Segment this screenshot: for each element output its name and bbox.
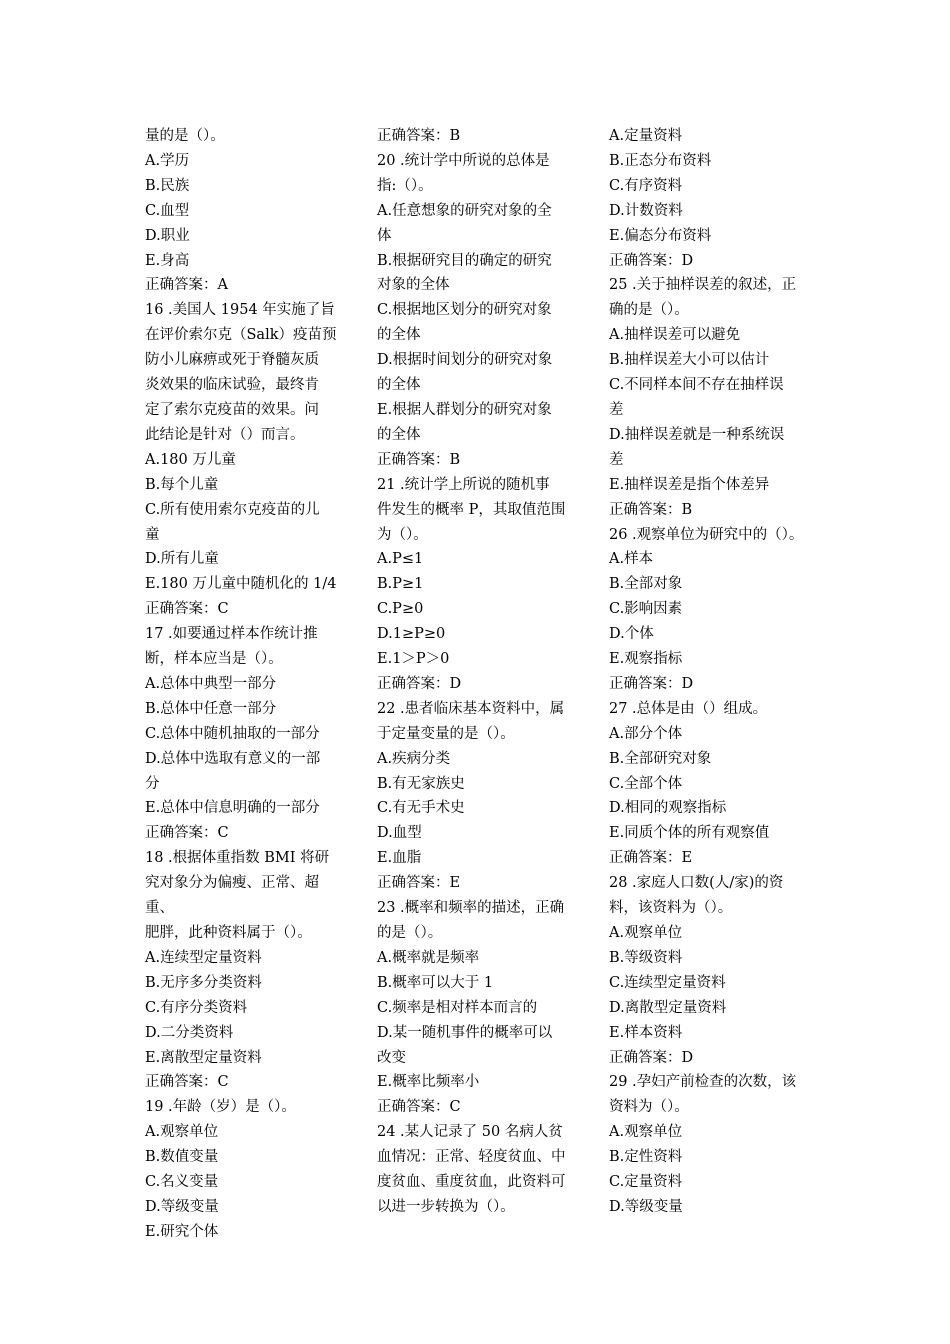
- text-line: 27 .总体是由（）组成。: [609, 700, 768, 717]
- text-line: A.观察单位: [609, 925, 683, 941]
- text-line: E.根据人群划分的研究对象: [377, 401, 552, 418]
- text-line: 16 .美国人 1954 年实施了旨: [145, 302, 335, 319]
- text-line: C.名义变量: [145, 1174, 219, 1191]
- text-line: D.1≥P≥0: [377, 626, 446, 643]
- text-line: C.有无手术史: [377, 800, 465, 817]
- text-line: 童: [145, 526, 160, 543]
- text-line: E.观察指标: [609, 651, 683, 668]
- text-line: 确的是（）。: [609, 302, 689, 319]
- text-line: 正确答案：C: [377, 1099, 461, 1116]
- text-line: D.血型: [377, 825, 422, 842]
- text-line: 为（）。: [377, 526, 428, 543]
- text-line: 分: [145, 775, 160, 792]
- text-line: C.不同样本间不存在抽样误: [609, 377, 784, 394]
- text-line: B.定性资料: [609, 1149, 683, 1166]
- text-line: D.二分类资料: [145, 1024, 234, 1041]
- text-line: B.抽样误差大小可以估计: [609, 352, 770, 369]
- text-line: D.抽样误差就是一种系统误: [609, 426, 785, 443]
- text-line: 26 .观察单位为研究中的（）。: [609, 526, 804, 543]
- text-line: 炎效果的临床试验，最终肯: [145, 377, 319, 394]
- text-line: 差: [609, 451, 624, 468]
- text-line: D.计数资料: [609, 202, 683, 219]
- text-line: B.无序多分类资料: [145, 974, 262, 991]
- text-line: E.血脂: [377, 850, 422, 867]
- text-line: B.等级资料: [609, 949, 683, 966]
- text-line: 正确答案：B: [377, 128, 461, 144]
- text-line: 正确答案：E: [377, 875, 461, 892]
- text-line: A.观察单位: [609, 1124, 683, 1141]
- text-line: D.个体: [609, 626, 654, 643]
- text-line: 的全体: [377, 377, 421, 394]
- text-line: 防小儿麻痹或死于脊髓灰质: [145, 352, 319, 369]
- text-line: E.概率比频率小: [377, 1074, 480, 1091]
- text-line: 19 .年龄（岁）是（）。: [145, 1099, 296, 1116]
- text-line: 正确答案：D: [609, 1049, 694, 1066]
- text-line: C.全部个体: [609, 775, 683, 792]
- text-line: 量的是（）。: [145, 128, 225, 144]
- text-line: D.总体中选取有意义的一部: [145, 750, 321, 767]
- text-line: 23 .概率和频率的描述，正确: [377, 900, 565, 917]
- text-line: 肥胖，此种资料属于（）。: [145, 925, 312, 941]
- text-line: 此结论是针对（）而言。: [145, 426, 305, 443]
- text-line: 资料为（）。: [609, 1099, 689, 1116]
- text-line: 究对象分为偏瘦、正常、超重、: [145, 875, 319, 917]
- text-line: C.有序资料: [609, 177, 683, 194]
- text-line: E.抽样误差是指个体差异: [609, 476, 770, 493]
- text-line: B.总体中任意一部分: [145, 700, 277, 717]
- text-line: C.频率是相对样本而言的: [377, 999, 538, 1016]
- text-line: 以进一步转换为（）。: [377, 1198, 515, 1215]
- text-line: 血情况：正常、轻度贫血、中: [377, 1149, 566, 1166]
- text-line: A.概率就是频率: [377, 949, 480, 966]
- text-line: 正确答案：A: [145, 277, 228, 294]
- text-line: E.1＞P＞0: [377, 651, 450, 668]
- text-line: 正确答案：C: [145, 1074, 229, 1091]
- text-line: B.全部研究对象: [609, 750, 712, 767]
- text-line: E.总体中信息明确的一部分: [145, 800, 320, 817]
- text-line: E.样本资料: [609, 1024, 683, 1041]
- text-line: 正确答案：C: [145, 825, 229, 842]
- text-line: C.影响因素: [609, 601, 683, 618]
- text-line: 29 .孕妇产前检查的次数，该: [609, 1074, 797, 1091]
- text-line: A.样本: [609, 551, 654, 568]
- text-line: D.等级变量: [609, 1198, 683, 1215]
- text-line: B.全部对象: [609, 576, 683, 593]
- text-line: C.总体中随机抽取的一部分: [145, 725, 320, 742]
- text-line: B.每个儿童: [145, 476, 219, 493]
- text-line: A.抽样误差可以避免: [609, 327, 741, 344]
- text-line: 料，该资料为（）。: [609, 900, 733, 917]
- text-line: B.有无家族史: [377, 775, 465, 792]
- text-line: E.180 万儿童中随机化的 1/4: [145, 576, 337, 593]
- text-line: 28 .家庭人口数(人/家)的资: [609, 875, 784, 892]
- text-line: B.正态分布资料: [609, 152, 712, 169]
- text-line: 在评价索尔克（Salk）疫苗预: [145, 327, 337, 344]
- text-line: 的全体: [377, 327, 421, 344]
- text-line: 20 .统计学中所说的总体是: [377, 152, 550, 169]
- text-line: E.研究个体: [145, 1223, 219, 1240]
- text-line: D.所有儿童: [145, 551, 219, 568]
- text-column-right: [609, 124, 817, 1220]
- text-column-left: [145, 124, 347, 1245]
- text-line: 于定量变量的是（）。: [377, 725, 515, 742]
- text-line: 体: [377, 227, 392, 244]
- text-line: E.偏态分布资料: [609, 227, 712, 244]
- text-line: 的是（）。: [377, 925, 443, 941]
- text-line: A.任意想象的研究对象的全: [377, 202, 552, 219]
- text-line: B.概率可以大于 1: [377, 974, 494, 991]
- text-line: 正确答案：C: [145, 601, 229, 618]
- text-line: 断，样本应当是（）。: [145, 651, 283, 668]
- text-line: C.血型: [145, 202, 190, 219]
- text-line: A.定量资料: [609, 128, 683, 144]
- text-line: 正确答案：B: [377, 451, 461, 468]
- text-line: 件发生的概率 P，其取值范围: [377, 501, 566, 518]
- text-line: 指:（）。: [377, 177, 433, 194]
- text-line: B.P≥1: [377, 576, 424, 593]
- text-line: C.P≥0: [377, 601, 424, 618]
- text-column-middle: [377, 124, 579, 1220]
- text-line: A.部分个体: [609, 725, 683, 742]
- text-line: 17 .如要通过样本作统计推: [145, 626, 318, 643]
- text-line: C.定量资料: [609, 1174, 683, 1191]
- text-line: D.职业: [145, 227, 190, 244]
- text-line: 18 .根据体重指数 BMI 将研: [145, 850, 330, 867]
- text-line: 改变: [377, 1049, 406, 1066]
- text-line: A.连续型定量资料: [145, 949, 262, 966]
- text-line: B.民族: [145, 177, 190, 194]
- text-line: 正确答案：E: [609, 850, 693, 867]
- text-line: 正确答案：D: [377, 675, 462, 692]
- text-line: B.根据研究目的确定的研究: [377, 252, 552, 269]
- text-line: 定了索尔克疫苗的效果。问: [145, 401, 319, 418]
- text-line: 正确答案：D: [609, 675, 694, 692]
- text-line: A.疾病分类: [377, 750, 451, 767]
- text-line: E.身高: [145, 252, 190, 269]
- text-line: 的全体: [377, 426, 421, 443]
- text-line: 25 .关于抽样误差的叙述，正: [609, 277, 797, 294]
- text-line: D.相同的观察指标: [609, 800, 727, 817]
- text-line: D.根据时间划分的研究对象: [377, 352, 553, 369]
- text-line: A.180 万儿童: [145, 451, 236, 468]
- text-line: D.离散型定量资料: [609, 999, 727, 1016]
- text-line: D.某一随机事件的概率可以: [377, 1024, 553, 1041]
- text-line: D.等级变量: [145, 1198, 219, 1215]
- text-line: 正确答案：B: [609, 501, 693, 518]
- text-line: C.根据地区划分的研究对象: [377, 302, 552, 319]
- text-line: C.连续型定量资料: [609, 974, 726, 991]
- text-line: E.离散型定量资料: [145, 1049, 262, 1066]
- text-line: A.观察单位: [145, 1124, 219, 1141]
- text-line: 22 .患者临床基本资料中，属: [377, 700, 565, 717]
- text-line: A.学历: [145, 152, 190, 169]
- text-line: 21 .统计学上所说的随机事: [377, 476, 550, 493]
- text-line: A.总体中典型一部分: [145, 675, 277, 692]
- text-line: B.数值变量: [145, 1149, 219, 1166]
- text-line: 度贫血、重度贫血，此资料可: [377, 1174, 566, 1191]
- text-line: E.同质个体的所有观察值: [609, 825, 770, 842]
- text-line: A.P≤1: [377, 551, 424, 568]
- text-line: 正确答案：D: [609, 252, 694, 269]
- text-line: C.所有使用索尔克疫苗的儿: [145, 501, 320, 518]
- text-line: 24 .某人记录了 50 名病人贫: [377, 1124, 563, 1141]
- text-line: C.有序分类资料: [145, 999, 248, 1016]
- text-line: 对象的全体: [377, 277, 450, 294]
- text-line: 差: [609, 401, 624, 418]
